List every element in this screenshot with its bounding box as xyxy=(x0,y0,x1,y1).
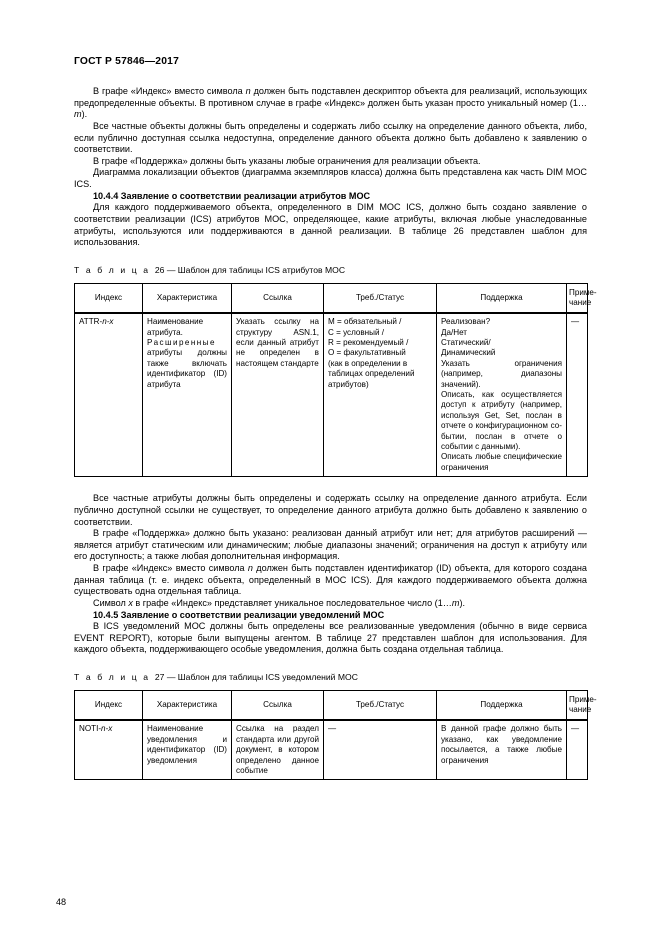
table-27-header-note: Приме- чание xyxy=(567,691,588,721)
paragraph-6: Все частные атрибуты должны быть определены и содержать ссылку на определение данного атрибута. Если публично доступной ссылки не существует, то определение данного атрибута должно быть добавлено к заявлению о соответствии. xyxy=(74,493,587,527)
table-27-header-index: Индекс xyxy=(75,691,143,721)
table-26-caption-number: 26 xyxy=(154,264,165,275)
table-27-header-status: Треб./Статус xyxy=(324,691,437,721)
paragraph-8: В графе «Индекс» вместо символа n должен быть подставлен идентификатор (ID) объекта, для которого создана данная таблица (т. е. индекс объекта, определенный в MOC ICS). Для каждого поддерживаемого объекта должна существовать одна отдельная таблица. xyxy=(74,563,587,597)
spacer xyxy=(74,477,587,493)
table-27-cell-support: В данной графе должно быть указано, как уведомление посылается, а также любые ограничения xyxy=(437,720,567,780)
table-27-header-characteristic: Характеристика xyxy=(143,691,232,721)
spacer xyxy=(74,276,587,283)
table-27-caption-text: — Шаблон для таблицы ICS уведомлений МОС xyxy=(166,672,358,682)
spacer xyxy=(74,249,587,265)
page-number: 48 xyxy=(56,897,67,907)
paragraph-2: Все частные объекты должны быть определены и содержать либо ссылку на определение данного объекта, либо, если публично доступная ссылка недоступна, определение данного объекта должно быть добавлено к заявлению о соответствии. xyxy=(74,120,587,155)
table-26-cell-status: M = обязательный / C = условный / R = рекомендуемый / O = факультативный (как в определении в таблицах определений атрибутов) xyxy=(324,313,437,477)
table-27-cell-characteristic: Наименование уведомления и идентификатор (ID) уведомления xyxy=(143,720,232,780)
table-ics-notifications xyxy=(74,690,597,780)
paragraph-5: Для каждого поддерживаемого объекта, определенного в DIM MOC ICS, должно быть создано заявление о соответствии реализации (ICS) атрибутов МОС, определяющее, какие атрибуты, включая любые унаследованные атрибуты, используются или поддерживаются в данной реализации. В таблице 26 представлен шаблон для использования. xyxy=(74,202,587,248)
table-27-cell-note: — xyxy=(567,720,588,780)
spacer xyxy=(74,656,587,672)
table-27-cell-index: NOTI-n-x xyxy=(75,720,143,780)
spacer xyxy=(74,683,587,690)
paragraph-1: В графе «Индекс» вместо символа n должен быть подставлен дескриптор объекта для реализаций, использующих предопределенные объекты. В противном случае в графе «Индекс» должен быть указан просто уникальный номер (1…m). xyxy=(74,86,587,120)
table-27-cell-status: — xyxy=(324,720,437,780)
table-26-cell-support: Реализован? Да/Нет Статический/ Динамический Указать ограничения (например, диапазоны значений). Описать, как осуществляется доступ к атрибуту (например, используя Get, Set, послан в отчете о конфигурационном событии, послан в отчете о событии с данными). Описать любые специфические ограничения xyxy=(437,313,567,477)
table-26-caption xyxy=(74,265,587,276)
table-27-header-reference: Ссылка xyxy=(232,691,324,721)
table-27-caption xyxy=(74,672,587,683)
table-27-caption-number: 27 xyxy=(154,672,165,682)
paragraph-4: Диаграмма локализации объектов (диаграмма экземпляров класса) должна быть представлена как часть DIM MOC ICS. xyxy=(74,167,587,189)
clause-heading-10-4-5: 10.4.5 Заявление о соответствии реализации уведомлений МОС xyxy=(93,609,385,620)
table-header-row xyxy=(75,283,588,313)
table-26-caption-text: — Шаблон для таблицы ICS атрибутов МОС xyxy=(166,264,346,275)
table-27-caption-label: Т а б л и ц а xyxy=(74,672,151,682)
table-26-header-support: Поддержка xyxy=(437,283,567,313)
table-row xyxy=(75,313,588,477)
table-26-cell-note: — xyxy=(567,313,588,477)
table-27-header-support: Поддержка xyxy=(437,691,567,721)
table-26-caption-label: Т а б л и ц а xyxy=(74,264,151,275)
table-26-header-status: Треб./Статус xyxy=(324,283,437,313)
paragraph-9: Символ x в графе «Индекс» представляет уникальное последовательное число (1…m). xyxy=(93,597,465,608)
table-26-header-index: Индекс xyxy=(75,283,143,313)
table-26-header-reference: Ссылка xyxy=(232,283,324,313)
table-26-cell-reference: Указать ссылку на структуру ASN.1, если данный атрибут не определен в настоящем стандарте xyxy=(232,313,324,477)
table-26-cell-index: ATTR-n-x xyxy=(75,313,143,477)
page-content xyxy=(74,86,597,780)
table-26-cell-characteristic: Наименование атрибута. Расширенные атрибуты должны также включать идентификатор (ID) атрибута xyxy=(143,313,232,477)
table-27-cell-reference: Ссылка на раздел стандарта или другой документ, в котором определено данное событие xyxy=(232,720,324,780)
table-26-header-characteristic: Характеристика xyxy=(143,283,232,313)
paragraph-10: В ICS уведомлений МОС должны быть определены все реализованные уведомления (обычно в виде сервиса EVENT REPORT), которые были выпущены агентом. В таблице 27 представлен шаблон для использования. Для каждого объекта, поддерживающего особые уведомления, должна быть создана отдельная таблица. xyxy=(74,621,587,655)
table-26-header-note: Приме- чание xyxy=(567,283,588,313)
running-head: ГОСТ Р 57846—2017 xyxy=(74,56,180,67)
table-header-row xyxy=(75,691,588,721)
paragraph-7: В графе «Поддержка» должно быть указано: реализован данный атрибут или нет; для атрибутов расширений — является атрибут статическим или динамическим; любые диапазоны значений; ограничения на доступ к атрибуту или его доступность; а также любая дополнительная информация. xyxy=(74,528,587,562)
table-ics-attributes xyxy=(74,283,597,478)
table-row xyxy=(75,720,588,780)
paragraph-3: В графе «Поддержка» должны быть указаны любые ограничения для реализации объекта. xyxy=(93,155,481,166)
clause-heading-10-4-4: 10.4.4 Заявление о соответствии реализации атрибутов МОС xyxy=(93,190,371,201)
